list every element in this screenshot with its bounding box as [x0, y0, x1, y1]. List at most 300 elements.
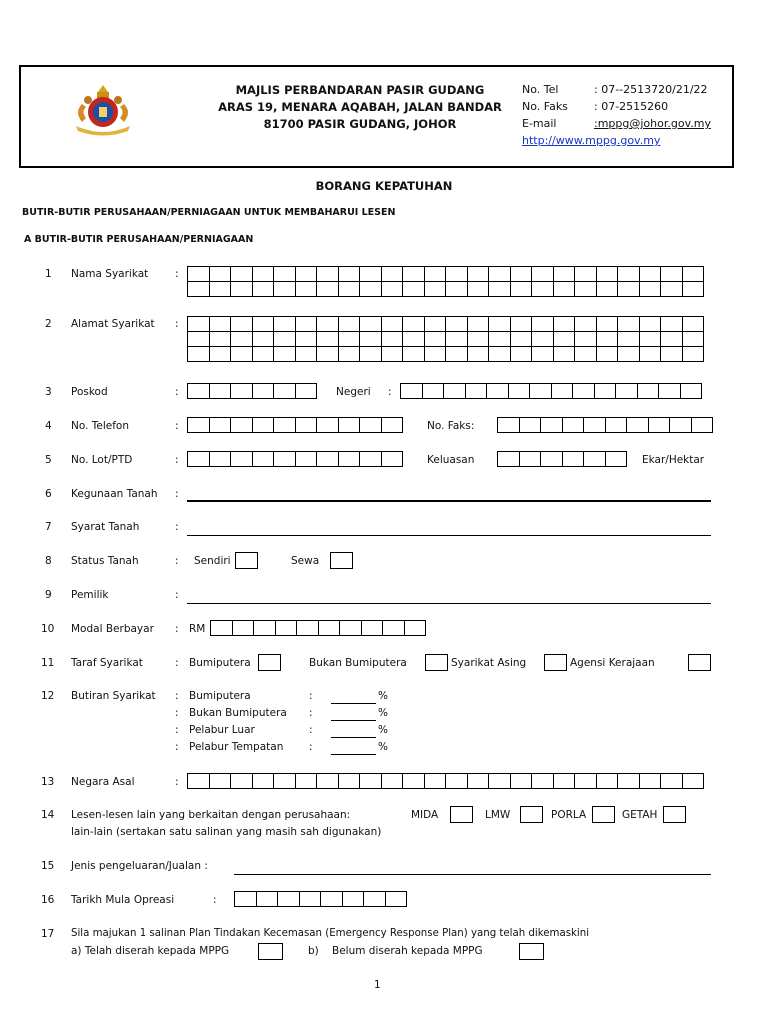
porla-checkbox[interactable]	[592, 806, 615, 823]
field-8-number: 8	[45, 555, 52, 567]
grid-cell[interactable]	[465, 384, 487, 399]
grid-cell[interactable]	[424, 267, 446, 282]
grid-cell[interactable]	[295, 452, 317, 467]
grid-cell[interactable]	[467, 267, 489, 282]
currency-prefix: RM	[189, 623, 206, 635]
grid-cell[interactable]	[381, 317, 403, 332]
grid-cell[interactable]	[295, 347, 317, 362]
share-local-investor-label: Pelabur Tempatan	[189, 741, 284, 753]
grid-cell[interactable]	[639, 347, 661, 362]
colon: :	[175, 707, 179, 719]
grid-cell[interactable]	[446, 774, 468, 789]
grid-cell[interactable]	[381, 282, 403, 297]
grid-cell[interactable]	[381, 774, 403, 789]
grid-cell[interactable]	[444, 384, 466, 399]
lmw-checkbox[interactable]	[520, 806, 543, 823]
grid-cell[interactable]	[295, 317, 317, 332]
grid-cell[interactable]	[381, 267, 403, 282]
grid-cell[interactable]	[360, 282, 382, 297]
grid-cell[interactable]	[489, 317, 511, 332]
grid-cell[interactable]	[532, 317, 554, 332]
grid-cell[interactable]	[605, 418, 627, 433]
grid-cell[interactable]	[321, 892, 343, 907]
submitted-checkbox[interactable]	[258, 943, 283, 960]
share-non-bumiputera-input[interactable]	[331, 720, 376, 721]
field-10-number: 10	[41, 623, 55, 635]
grid-cell[interactable]	[360, 347, 382, 362]
grid-cell[interactable]	[381, 332, 403, 347]
grid-cell[interactable]	[403, 267, 425, 282]
org-address-2: 81700 PASIR GUDANG, JOHOR	[263, 117, 457, 131]
grid-cell[interactable]	[682, 347, 704, 362]
grid-cell[interactable]	[338, 317, 360, 332]
grid-cell[interactable]	[188, 267, 210, 282]
grid-cell[interactable]	[596, 332, 618, 347]
colon: :	[175, 555, 179, 567]
grid-cell[interactable]	[360, 418, 382, 433]
grid-cell[interactable]	[682, 332, 704, 347]
grid-cell[interactable]	[403, 774, 425, 789]
grid-cell[interactable]	[274, 774, 296, 789]
grid-cell[interactable]	[618, 347, 640, 362]
grid-cell[interactable]	[424, 332, 446, 347]
grid-cell[interactable]	[209, 317, 231, 332]
grid-cell[interactable]	[575, 332, 597, 347]
grid-cell[interactable]	[424, 347, 446, 362]
getah-label: GETAH	[622, 809, 658, 821]
grid-cell[interactable]	[575, 774, 597, 789]
grid-cell[interactable]	[317, 347, 339, 362]
grid-cell[interactable]	[424, 282, 446, 297]
field-3-label: Poskod	[71, 386, 108, 398]
grid-cell[interactable]	[661, 317, 683, 332]
grid-cell[interactable]	[682, 267, 704, 282]
grid-cell[interactable]	[659, 384, 681, 399]
grid-cell[interactable]	[446, 317, 468, 332]
land-condition-line[interactable]	[187, 535, 711, 536]
grid-cell[interactable]	[364, 892, 386, 907]
grid-cell[interactable]	[661, 282, 683, 297]
field-2-label: Alamat Syarikat	[71, 318, 155, 330]
grid-cell[interactable]	[274, 452, 296, 467]
field-10-label: Modal Berbayar	[71, 623, 154, 635]
grid-cell[interactable]	[605, 452, 627, 467]
start-date-grid[interactable]	[234, 891, 407, 907]
grid-cell[interactable]	[424, 317, 446, 332]
website-link[interactable]: http://www.mppg.gov.my	[522, 134, 661, 147]
grid-cell[interactable]	[682, 317, 704, 332]
grid-cell[interactable]	[297, 621, 319, 636]
grid-cell[interactable]	[317, 282, 339, 297]
grid-cell[interactable]	[627, 418, 649, 433]
field-17-label: Sila majukan 1 salinan Plan Tindakan Kecemasan (Emergency Response Plan) yang telah dikemaskini	[71, 928, 590, 939]
share-bumiputera-input[interactable]	[331, 703, 376, 704]
colon: :	[213, 894, 217, 906]
grid-cell[interactable]	[209, 452, 231, 467]
fax-label: No. Faks	[522, 100, 568, 113]
field-6-number: 6	[45, 488, 52, 500]
grid-cell[interactable]	[188, 332, 210, 347]
grid-cell[interactable]	[381, 347, 403, 362]
grid-cell[interactable]	[401, 384, 423, 399]
grid-cell[interactable]	[532, 774, 554, 789]
grid-cell[interactable]	[317, 418, 339, 433]
grid-cell[interactable]	[274, 347, 296, 362]
state-label: Negeri	[336, 386, 371, 398]
foreign-company-label: Syarikat Asing	[451, 657, 527, 669]
grid-cell[interactable]	[209, 774, 231, 789]
grid-cell[interactable]	[553, 267, 575, 282]
colon: :	[175, 741, 179, 753]
grid-cell[interactable]	[551, 384, 573, 399]
grid-cell[interactable]	[299, 892, 321, 907]
grid-cell[interactable]	[252, 282, 274, 297]
grid-cell[interactable]	[317, 774, 339, 789]
grid-cell[interactable]	[317, 332, 339, 347]
field-6-label: Kegunaan Tanah	[71, 488, 158, 500]
company-name-grid[interactable]	[187, 266, 704, 297]
gov-agency-label: Agensi Kerajaan	[570, 657, 655, 669]
grid-cell[interactable]	[508, 384, 530, 399]
grid-cell[interactable]	[231, 384, 253, 399]
grid-cell[interactable]	[274, 267, 296, 282]
grid-cell[interactable]	[532, 347, 554, 362]
grid-cell[interactable]	[618, 332, 640, 347]
grid-cell[interactable]	[422, 384, 444, 399]
grid-cell[interactable]	[639, 282, 661, 297]
grid-cell[interactable]	[338, 282, 360, 297]
grid-cell[interactable]	[510, 347, 532, 362]
grid-cell[interactable]	[342, 892, 364, 907]
grid-cell[interactable]	[274, 317, 296, 332]
grid-cell[interactable]	[252, 452, 274, 467]
grid-cell[interactable]	[691, 418, 713, 433]
grid-cell[interactable]	[637, 384, 659, 399]
grid-cell[interactable]	[594, 384, 616, 399]
grid-cell[interactable]	[562, 418, 584, 433]
grid-cell[interactable]	[231, 347, 253, 362]
grid-cell[interactable]	[295, 418, 317, 433]
grid-cell[interactable]	[254, 621, 276, 636]
grid-cell[interactable]	[252, 347, 274, 362]
grid-cell[interactable]	[596, 774, 618, 789]
grid-cell[interactable]	[575, 347, 597, 362]
grid-cell[interactable]	[403, 282, 425, 297]
grid-cell[interactable]	[274, 332, 296, 347]
colon: :	[309, 724, 313, 736]
area-grid[interactable]	[497, 451, 627, 467]
grid-cell[interactable]	[467, 774, 489, 789]
field-4-number: 4	[45, 420, 52, 432]
capital-grid[interactable]	[210, 620, 426, 636]
grid-cell[interactable]	[188, 452, 210, 467]
grid-cell[interactable]	[575, 282, 597, 297]
grid-cell[interactable]	[618, 267, 640, 282]
foreign-company-checkbox[interactable]	[544, 654, 567, 671]
grid-cell[interactable]	[188, 282, 210, 297]
field-15-label: Jenis pengeluaran/Jualan :	[71, 860, 208, 872]
grid-cell[interactable]	[618, 282, 640, 297]
grid-cell[interactable]	[682, 282, 704, 297]
grid-cell[interactable]	[231, 452, 253, 467]
grid-cell[interactable]	[385, 892, 407, 907]
bumiputera-label: Bumiputera	[189, 657, 251, 669]
colon: :	[175, 318, 179, 330]
grid-cell[interactable]	[188, 774, 210, 789]
grid-cell[interactable]	[252, 384, 274, 399]
grid-cell[interactable]	[532, 282, 554, 297]
grid-cell[interactable]	[317, 317, 339, 332]
grid-cell[interactable]	[383, 621, 405, 636]
grid-cell[interactable]	[252, 267, 274, 282]
grid-cell[interactable]	[232, 621, 254, 636]
org-name: MAJLIS PERBANDARAN PASIR GUDANG	[235, 83, 485, 97]
grid-cell[interactable]	[338, 418, 360, 433]
grid-cell[interactable]	[467, 347, 489, 362]
grid-cell[interactable]	[188, 418, 210, 433]
company-address-grid[interactable]	[187, 316, 704, 362]
grid-cell[interactable]	[274, 418, 296, 433]
field-16-label: Tarikh Mula Opreasi	[71, 894, 175, 906]
grid-cell[interactable]	[446, 347, 468, 362]
fax-grid[interactable]	[497, 417, 713, 433]
grid-cell[interactable]	[209, 384, 231, 399]
grid-cell[interactable]	[209, 332, 231, 347]
grid-cell[interactable]	[209, 282, 231, 297]
grid-cell[interactable]	[231, 282, 253, 297]
grid-cell[interactable]	[295, 774, 317, 789]
grid-cell[interactable]	[596, 267, 618, 282]
grid-cell[interactable]	[541, 452, 563, 467]
grid-cell[interactable]	[381, 418, 403, 433]
percent-sign: %	[378, 741, 388, 753]
grid-cell[interactable]	[575, 267, 597, 282]
grid-cell[interactable]	[403, 317, 425, 332]
grid-cell[interactable]	[510, 282, 532, 297]
grid-cell[interactable]	[231, 317, 253, 332]
grid-cell[interactable]	[489, 267, 511, 282]
grid-cell[interactable]	[661, 332, 683, 347]
share-local-investor-input[interactable]	[331, 754, 376, 755]
grid-cell[interactable]	[510, 774, 532, 789]
share-foreign-investor-input[interactable]	[331, 737, 376, 738]
grid-cell[interactable]	[489, 282, 511, 297]
non-bumiputera-checkbox[interactable]	[425, 654, 448, 671]
grid-cell[interactable]	[278, 892, 300, 907]
grid-cell[interactable]	[231, 418, 253, 433]
field-17-number: 17	[41, 928, 55, 940]
grid-cell[interactable]	[510, 332, 532, 347]
grid-cell[interactable]	[670, 418, 692, 433]
colon: :	[175, 454, 179, 466]
grid-cell[interactable]	[616, 384, 638, 399]
own-label: Sendiri	[194, 555, 231, 567]
colon: :	[175, 623, 179, 635]
grid-cell[interactable]	[340, 621, 362, 636]
grid-cell[interactable]	[256, 892, 278, 907]
not-submitted-checkbox[interactable]	[519, 943, 544, 960]
grid-cell[interactable]	[252, 332, 274, 347]
grid-cell[interactable]	[295, 332, 317, 347]
grid-cell[interactable]	[682, 774, 704, 789]
grid-cell[interactable]	[274, 282, 296, 297]
land-use-line[interactable]	[187, 500, 711, 502]
grid-cell[interactable]	[209, 267, 231, 282]
bumiputera-checkbox[interactable]	[258, 654, 281, 671]
submitted-label: a) Telah diserah kepada MPPG	[71, 945, 230, 957]
field-12-label: Butiran Syarikat	[71, 690, 156, 702]
grid-cell[interactable]	[639, 774, 661, 789]
grid-cell[interactable]	[209, 347, 231, 362]
grid-cell[interactable]	[295, 267, 317, 282]
grid-cell[interactable]	[252, 774, 274, 789]
grid-cell[interactable]	[467, 317, 489, 332]
share-foreign-investor-label: Pelabur Luar	[189, 724, 255, 736]
share-bumiputera-label: Bumiputera	[189, 690, 251, 702]
grid-cell[interactable]	[553, 282, 575, 297]
grid-cell[interactable]	[211, 621, 233, 636]
colon: :	[175, 724, 179, 736]
grid-cell[interactable]	[596, 317, 618, 332]
grid-cell[interactable]	[231, 267, 253, 282]
grid-cell[interactable]	[498, 418, 520, 433]
grid-cell[interactable]	[532, 267, 554, 282]
grid-cell[interactable]	[541, 418, 563, 433]
grid-cell[interactable]	[209, 418, 231, 433]
field-1-label: Nama Syarikat	[71, 268, 149, 280]
grid-cell[interactable]	[467, 332, 489, 347]
field-13-label: Negara Asal	[71, 776, 135, 788]
grid-cell[interactable]	[424, 774, 446, 789]
grid-cell[interactable]	[360, 267, 382, 282]
grid-cell[interactable]	[487, 384, 509, 399]
grid-cell[interactable]	[231, 774, 253, 789]
grid-cell[interactable]	[510, 317, 532, 332]
colon: :	[175, 657, 179, 669]
grid-cell[interactable]	[360, 452, 382, 467]
getah-checkbox[interactable]	[663, 806, 686, 823]
grid-cell[interactable]	[274, 384, 296, 399]
grid-cell[interactable]	[231, 332, 253, 347]
grid-cell[interactable]	[275, 621, 297, 636]
grid-cell[interactable]	[252, 317, 274, 332]
grid-cell[interactable]	[446, 267, 468, 282]
grid-cell[interactable]	[596, 347, 618, 362]
grid-cell[interactable]	[553, 317, 575, 332]
grid-cell[interactable]	[188, 347, 210, 362]
lot-grid[interactable]	[187, 451, 403, 467]
not-submitted-label: Belum diserah kepada MPPG	[332, 945, 483, 957]
phone-grid[interactable]	[187, 417, 403, 433]
grid-cell[interactable]	[573, 384, 595, 399]
grid-cell[interactable]	[338, 347, 360, 362]
grid-cell[interactable]	[489, 332, 511, 347]
grid-cell[interactable]	[553, 332, 575, 347]
gov-agency-checkbox[interactable]	[688, 654, 711, 671]
grid-cell[interactable]	[661, 774, 683, 789]
grid-cell[interactable]	[338, 267, 360, 282]
grid-cell[interactable]	[446, 332, 468, 347]
grid-cell[interactable]	[338, 452, 360, 467]
grid-cell[interactable]	[381, 452, 403, 467]
owner-line[interactable]	[187, 603, 711, 604]
grid-cell[interactable]	[562, 452, 584, 467]
grid-cell[interactable]	[361, 621, 383, 636]
colon: :	[175, 690, 179, 702]
grid-cell[interactable]	[553, 347, 575, 362]
colon: :	[175, 268, 179, 280]
product-sales-line[interactable]	[234, 874, 711, 875]
grid-cell[interactable]	[596, 282, 618, 297]
grid-cell[interactable]	[318, 621, 340, 636]
rent-checkbox[interactable]	[330, 552, 353, 569]
grid-cell[interactable]	[510, 267, 532, 282]
grid-cell[interactable]	[338, 774, 360, 789]
grid-cell[interactable]	[584, 418, 606, 433]
grid-cell[interactable]	[404, 621, 426, 636]
grid-cell[interactable]	[338, 332, 360, 347]
grid-cell[interactable]	[584, 452, 606, 467]
grid-cell[interactable]	[360, 317, 382, 332]
grid-cell[interactable]	[519, 452, 541, 467]
grid-cell[interactable]	[360, 332, 382, 347]
colon: :	[309, 707, 313, 719]
grid-cell[interactable]	[360, 774, 382, 789]
grid-cell[interactable]	[467, 282, 489, 297]
colon: :	[175, 420, 179, 432]
grid-cell[interactable]	[532, 332, 554, 347]
country-grid[interactable]	[187, 773, 704, 789]
grid-cell[interactable]	[295, 384, 317, 399]
email-value[interactable]: :mppg@johor.gov.my	[594, 117, 711, 130]
grid-cell[interactable]	[403, 347, 425, 362]
not-submitted-letter: b)	[308, 945, 319, 957]
grid-cell[interactable]	[575, 317, 597, 332]
grid-cell[interactable]	[661, 347, 683, 362]
grid-cell[interactable]	[295, 282, 317, 297]
grid-cell[interactable]	[639, 267, 661, 282]
grid-cell[interactable]	[530, 384, 552, 399]
grid-cell[interactable]	[498, 452, 520, 467]
grid-cell[interactable]	[489, 774, 511, 789]
grid-cell[interactable]	[252, 418, 274, 433]
grid-cell[interactable]	[188, 317, 210, 332]
non-bumiputera-label: Bukan Bumiputera	[309, 657, 407, 669]
colon: :	[175, 386, 179, 398]
grid-cell[interactable]	[661, 267, 683, 282]
grid-cell[interactable]	[188, 384, 210, 399]
grid-cell[interactable]	[446, 282, 468, 297]
tel-label: No. Tel	[522, 83, 559, 96]
grid-cell[interactable]	[639, 317, 661, 332]
grid-cell[interactable]	[403, 332, 425, 347]
grid-cell[interactable]	[618, 317, 640, 332]
postcode-grid[interactable]	[187, 383, 317, 399]
mida-checkbox[interactable]	[450, 806, 473, 823]
grid-cell[interactable]	[519, 418, 541, 433]
grid-cell[interactable]	[489, 347, 511, 362]
grid-cell[interactable]	[680, 384, 702, 399]
grid-cell[interactable]	[639, 332, 661, 347]
grid-cell[interactable]	[317, 267, 339, 282]
grid-cell[interactable]	[648, 418, 670, 433]
grid-cell[interactable]	[317, 452, 339, 467]
own-checkbox[interactable]	[235, 552, 258, 569]
grid-cell[interactable]	[618, 774, 640, 789]
grid-cell[interactable]	[235, 892, 257, 907]
grid-cell[interactable]	[553, 774, 575, 789]
state-grid[interactable]	[400, 383, 702, 399]
